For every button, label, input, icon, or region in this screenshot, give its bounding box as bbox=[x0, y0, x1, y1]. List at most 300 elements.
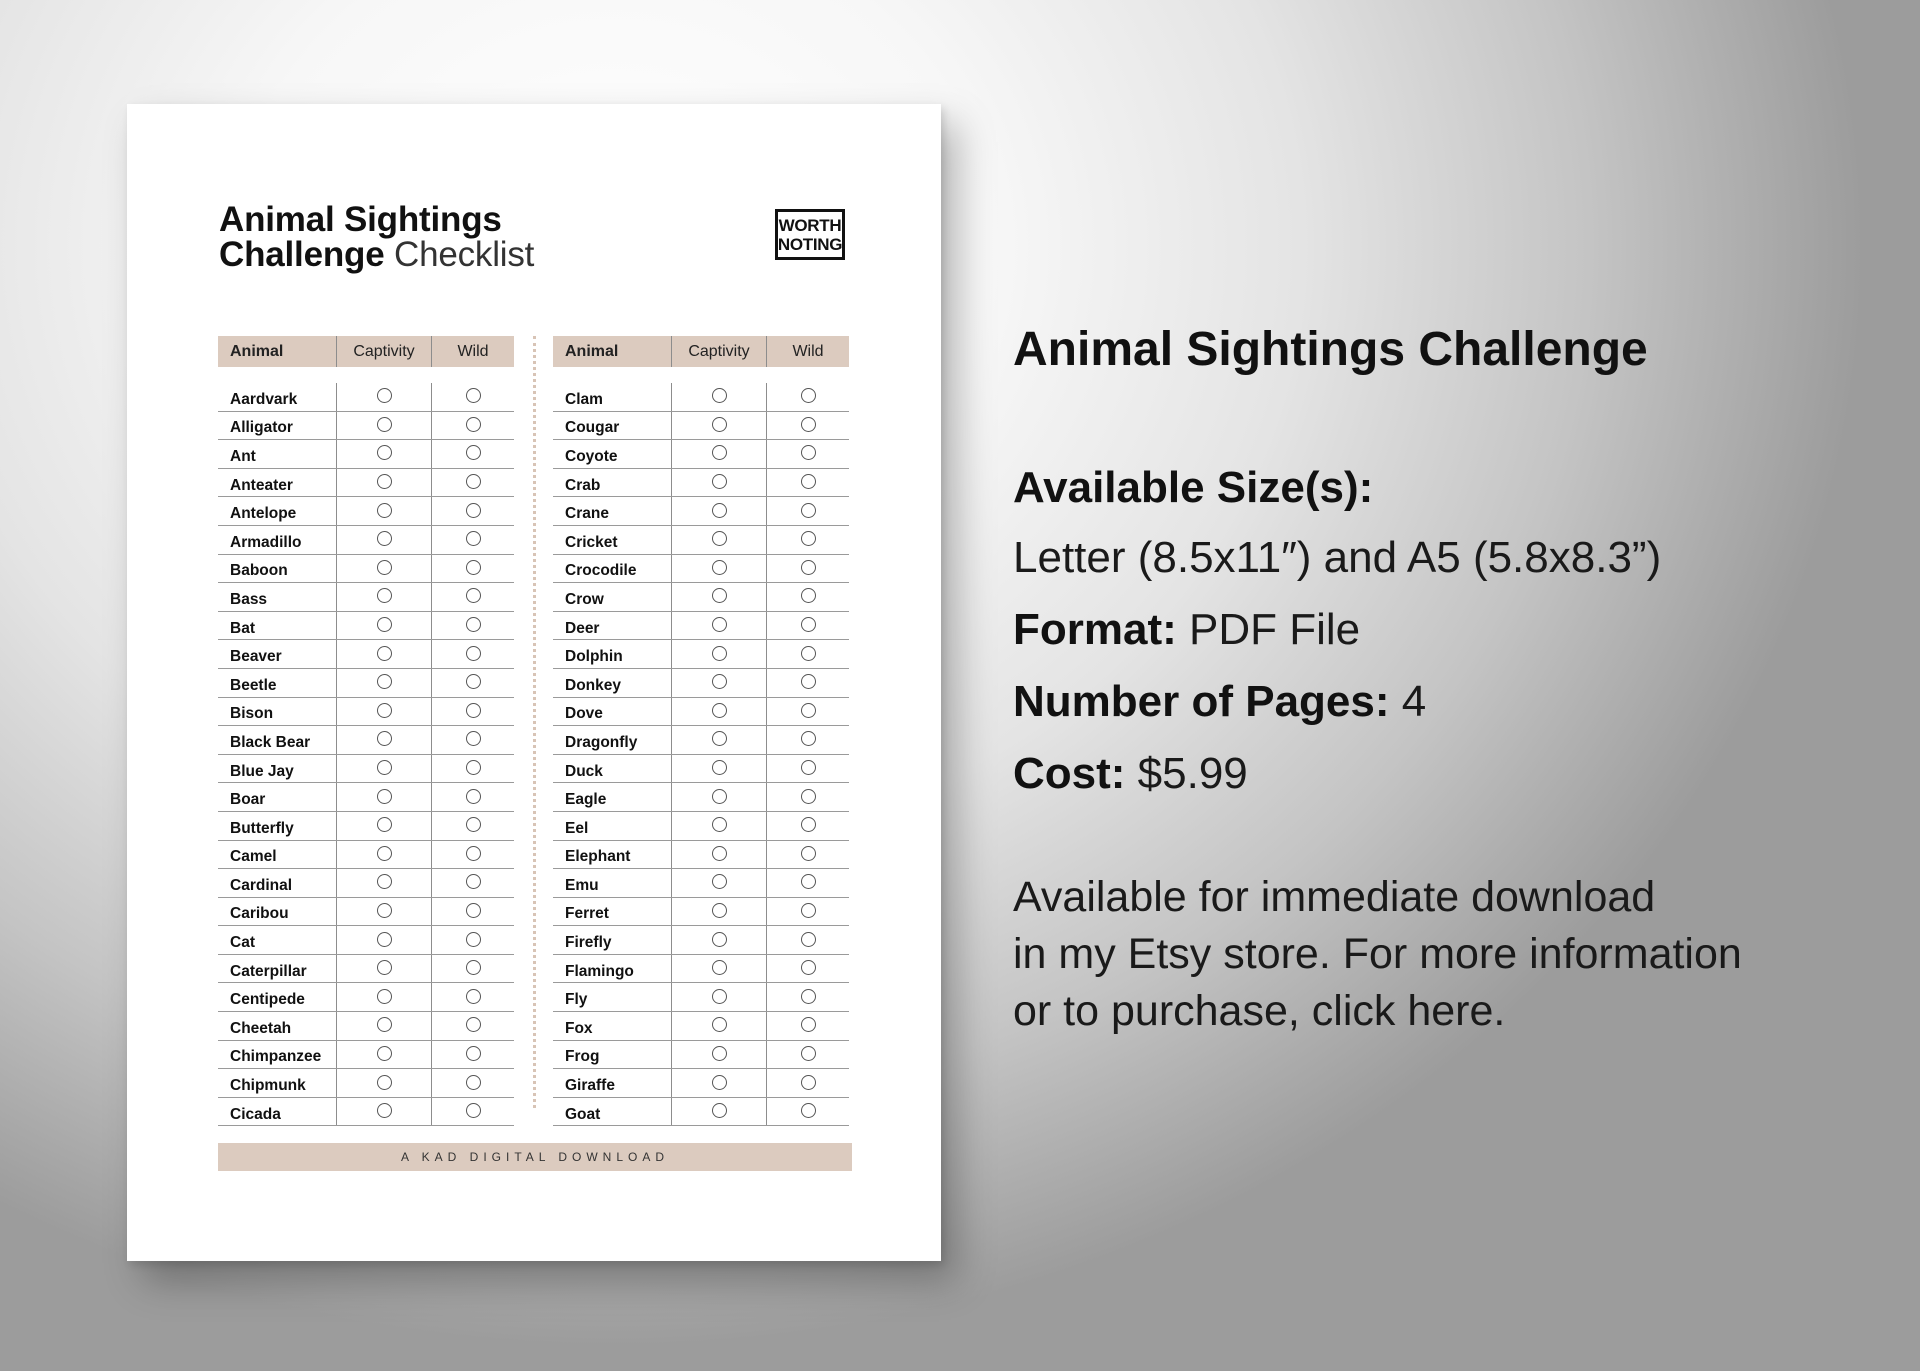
animal-name: Crow bbox=[565, 590, 604, 608]
captivity-checkbox[interactable] bbox=[712, 445, 727, 460]
wild-checkbox[interactable] bbox=[801, 531, 816, 546]
captivity-checkbox[interactable] bbox=[712, 760, 727, 775]
captivity-cell bbox=[671, 412, 766, 440]
captivity-checkbox[interactable] bbox=[377, 932, 392, 947]
wild-cell bbox=[431, 755, 514, 783]
table-row bbox=[218, 783, 514, 812]
captivity-cell bbox=[671, 1041, 766, 1069]
captivity-checkbox[interactable] bbox=[712, 817, 727, 832]
table-row bbox=[218, 812, 514, 841]
product-title: Animal Sightings Challenge bbox=[1013, 323, 1648, 376]
animal-name: Beaver bbox=[230, 648, 282, 666]
animal-name: Clam bbox=[565, 390, 603, 408]
wild-checkbox[interactable] bbox=[466, 989, 481, 1004]
captivity-cell bbox=[671, 612, 766, 640]
wild-cell bbox=[431, 640, 514, 668]
captivity-cell bbox=[336, 783, 431, 811]
table-row bbox=[218, 926, 514, 955]
wild-cell bbox=[431, 440, 514, 468]
table-row bbox=[553, 1069, 849, 1098]
captivity-checkbox[interactable] bbox=[712, 560, 727, 575]
table-header bbox=[218, 336, 514, 367]
captivity-cell bbox=[336, 812, 431, 840]
wild-cell bbox=[431, 1012, 514, 1040]
wild-checkbox[interactable] bbox=[801, 646, 816, 661]
wild-checkbox[interactable] bbox=[466, 703, 481, 718]
wild-checkbox[interactable] bbox=[466, 817, 481, 832]
captivity-cell bbox=[671, 812, 766, 840]
pages-line bbox=[1013, 677, 1893, 727]
animal-name: Goat bbox=[565, 1105, 601, 1123]
wild-cell bbox=[766, 726, 849, 754]
animal-name: Eagle bbox=[565, 791, 607, 809]
animal-name: Cheetah bbox=[230, 1019, 292, 1037]
table-row bbox=[553, 983, 849, 1012]
captivity-cell bbox=[671, 526, 766, 554]
pages-label: Number of Pages: bbox=[1013, 677, 1390, 726]
animal-name: Butterfly bbox=[230, 819, 294, 837]
animal-name: Camel bbox=[230, 848, 277, 866]
table-row bbox=[218, 526, 514, 555]
captivity-checkbox[interactable] bbox=[377, 846, 392, 861]
wild-checkbox[interactable] bbox=[466, 932, 481, 947]
captivity-cell bbox=[671, 898, 766, 926]
captivity-checkbox[interactable] bbox=[377, 674, 392, 689]
captivity-checkbox[interactable] bbox=[712, 989, 727, 1004]
captivity-cell bbox=[671, 583, 766, 611]
captivity-checkbox[interactable] bbox=[712, 388, 727, 403]
captivity-checkbox[interactable] bbox=[712, 617, 727, 632]
animal-name: Cat bbox=[230, 934, 255, 952]
animal-name: Cardinal bbox=[230, 876, 293, 894]
wild-checkbox[interactable] bbox=[801, 1017, 816, 1032]
captivity-cell bbox=[336, 640, 431, 668]
table-row bbox=[218, 583, 514, 612]
wild-cell bbox=[431, 526, 514, 554]
table-row bbox=[553, 412, 849, 441]
captivity-checkbox[interactable] bbox=[377, 817, 392, 832]
wild-cell bbox=[766, 1098, 849, 1126]
animal-name: Cricket bbox=[565, 533, 618, 551]
captivity-cell bbox=[336, 1012, 431, 1040]
wild-checkbox[interactable] bbox=[466, 731, 481, 746]
checklist-sheet bbox=[127, 104, 941, 1261]
captivity-checkbox[interactable] bbox=[712, 503, 727, 518]
table-body-right bbox=[553, 367, 849, 1126]
logo-line2: NOTING bbox=[777, 234, 843, 254]
table-row bbox=[218, 955, 514, 984]
animal-name: Armadillo bbox=[230, 533, 302, 551]
wild-checkbox[interactable] bbox=[801, 903, 816, 918]
format-value: PDF File bbox=[1189, 605, 1361, 654]
table-row bbox=[553, 955, 849, 984]
wild-checkbox[interactable] bbox=[801, 760, 816, 775]
captivity-checkbox[interactable] bbox=[712, 846, 727, 861]
captivity-checkbox[interactable] bbox=[712, 1046, 727, 1061]
wild-checkbox[interactable] bbox=[466, 531, 481, 546]
captivity-cell bbox=[336, 1098, 431, 1126]
wild-checkbox[interactable] bbox=[466, 903, 481, 918]
captivity-cell bbox=[671, 555, 766, 583]
animal-name: Bison bbox=[230, 705, 274, 723]
table-row bbox=[553, 440, 849, 469]
table-row bbox=[218, 869, 514, 898]
table-row bbox=[553, 526, 849, 555]
animal-name: Duck bbox=[565, 762, 603, 780]
wild-cell bbox=[431, 983, 514, 1011]
table-row bbox=[553, 783, 849, 812]
wild-cell bbox=[766, 755, 849, 783]
captivity-checkbox[interactable] bbox=[377, 588, 392, 603]
animal-name: Dragonfly bbox=[565, 733, 638, 751]
captivity-cell bbox=[671, 841, 766, 869]
col-header-animal: Animal bbox=[565, 342, 619, 360]
purchase-description bbox=[1013, 869, 1893, 1040]
wild-cell bbox=[431, 898, 514, 926]
table-row bbox=[553, 926, 849, 955]
checklist-table-right bbox=[553, 336, 849, 1126]
table-row bbox=[553, 497, 849, 526]
captivity-checkbox[interactable] bbox=[377, 789, 392, 804]
wild-checkbox[interactable] bbox=[801, 817, 816, 832]
captivity-checkbox[interactable] bbox=[377, 1046, 392, 1061]
sheet-footer: A KAD DIGITAL DOWNLOAD bbox=[218, 1143, 852, 1171]
table-row bbox=[553, 1012, 849, 1041]
product-info bbox=[1013, 322, 1893, 1040]
wild-checkbox[interactable] bbox=[801, 1103, 816, 1118]
wild-cell bbox=[766, 898, 849, 926]
captivity-cell bbox=[671, 726, 766, 754]
table-row bbox=[553, 383, 849, 412]
table-row bbox=[218, 755, 514, 784]
wild-cell bbox=[431, 812, 514, 840]
sheet-title-bold: Challenge bbox=[219, 235, 385, 274]
wild-cell bbox=[766, 869, 849, 897]
captivity-checkbox[interactable] bbox=[377, 445, 392, 460]
animal-name: Cicada bbox=[230, 1105, 281, 1123]
captivity-checkbox[interactable] bbox=[377, 760, 392, 775]
wild-cell bbox=[766, 783, 849, 811]
wild-checkbox[interactable] bbox=[466, 846, 481, 861]
captivity-checkbox[interactable] bbox=[377, 646, 392, 661]
wild-checkbox[interactable] bbox=[466, 560, 481, 575]
animal-name: Fly bbox=[565, 991, 588, 1009]
captivity-checkbox[interactable] bbox=[377, 531, 392, 546]
captivity-cell bbox=[671, 755, 766, 783]
wild-cell bbox=[766, 955, 849, 983]
animal-name: Baboon bbox=[230, 562, 288, 580]
wild-checkbox[interactable] bbox=[466, 960, 481, 975]
captivity-checkbox[interactable] bbox=[712, 1075, 727, 1090]
wild-cell bbox=[431, 955, 514, 983]
captivity-checkbox[interactable] bbox=[377, 417, 392, 432]
wild-cell bbox=[766, 412, 849, 440]
captivity-checkbox[interactable] bbox=[377, 1103, 392, 1118]
wild-checkbox[interactable] bbox=[801, 874, 816, 889]
wild-cell bbox=[766, 440, 849, 468]
animal-name: Centipede bbox=[230, 991, 305, 1009]
animal-name: Donkey bbox=[565, 676, 621, 694]
table-row bbox=[218, 726, 514, 755]
wild-checkbox[interactable] bbox=[801, 1075, 816, 1090]
wild-cell bbox=[431, 497, 514, 525]
captivity-checkbox[interactable] bbox=[712, 646, 727, 661]
col-header-animal: Animal bbox=[230, 342, 284, 360]
wild-checkbox[interactable] bbox=[466, 1046, 481, 1061]
wild-cell bbox=[766, 526, 849, 554]
captivity-checkbox[interactable] bbox=[377, 989, 392, 1004]
wild-checkbox[interactable] bbox=[466, 789, 481, 804]
wild-checkbox[interactable] bbox=[466, 674, 481, 689]
captivity-checkbox[interactable] bbox=[377, 503, 392, 518]
col-header-captivity: Captivity bbox=[336, 336, 431, 367]
sheet-title-line1: Animal Sightings bbox=[219, 200, 502, 239]
wild-checkbox[interactable] bbox=[466, 588, 481, 603]
captivity-checkbox[interactable] bbox=[377, 874, 392, 889]
table-row bbox=[218, 898, 514, 927]
table-row bbox=[553, 698, 849, 727]
logo-line1: WORTH bbox=[778, 215, 842, 235]
captivity-checkbox[interactable] bbox=[377, 474, 392, 489]
wild-checkbox[interactable] bbox=[801, 960, 816, 975]
wild-checkbox[interactable] bbox=[801, 503, 816, 518]
captivity-cell bbox=[671, 698, 766, 726]
captivity-cell bbox=[671, 955, 766, 983]
wild-checkbox[interactable] bbox=[801, 417, 816, 432]
table-row bbox=[553, 812, 849, 841]
table-row bbox=[553, 841, 849, 870]
animal-name: Chimpanzee bbox=[230, 1048, 322, 1066]
captivity-cell bbox=[336, 526, 431, 554]
wild-checkbox[interactable] bbox=[466, 417, 481, 432]
captivity-cell bbox=[671, 869, 766, 897]
wild-checkbox[interactable] bbox=[466, 445, 481, 460]
animal-name: Caribou bbox=[230, 905, 289, 923]
captivity-checkbox[interactable] bbox=[377, 731, 392, 746]
sizes-value: Letter (8.5x11″) and A5 (5.8x8.3”) bbox=[1013, 533, 1662, 582]
captivity-checkbox[interactable] bbox=[712, 674, 727, 689]
captivity-cell bbox=[671, 469, 766, 497]
table-row bbox=[553, 612, 849, 641]
table-row bbox=[218, 698, 514, 727]
captivity-cell bbox=[336, 669, 431, 697]
col-header-wild: Wild bbox=[766, 336, 849, 367]
animal-name: Eel bbox=[565, 819, 589, 837]
captivity-checkbox[interactable] bbox=[377, 960, 392, 975]
captivity-cell bbox=[336, 983, 431, 1011]
wild-checkbox[interactable] bbox=[801, 445, 816, 460]
wild-cell bbox=[766, 1069, 849, 1097]
animal-name: Antelope bbox=[230, 505, 297, 523]
wild-checkbox[interactable] bbox=[801, 789, 816, 804]
format-line bbox=[1013, 605, 1893, 655]
animal-name: Anteater bbox=[230, 476, 293, 494]
wild-cell bbox=[766, 555, 849, 583]
captivity-checkbox[interactable] bbox=[377, 1075, 392, 1090]
wild-checkbox[interactable] bbox=[801, 846, 816, 861]
wild-checkbox[interactable] bbox=[466, 1017, 481, 1032]
animal-name: Boar bbox=[230, 791, 266, 809]
table-row bbox=[553, 669, 849, 698]
wild-cell bbox=[766, 469, 849, 497]
captivity-checkbox[interactable] bbox=[377, 903, 392, 918]
captivity-cell bbox=[336, 612, 431, 640]
wild-checkbox[interactable] bbox=[801, 474, 816, 489]
wild-cell bbox=[431, 1098, 514, 1126]
wild-checkbox[interactable] bbox=[466, 760, 481, 775]
table-row bbox=[218, 1041, 514, 1070]
wild-cell bbox=[431, 726, 514, 754]
wild-checkbox[interactable] bbox=[466, 874, 481, 889]
wild-checkbox[interactable] bbox=[466, 1075, 481, 1090]
animal-name: Crocodile bbox=[565, 562, 637, 580]
checklist-table-left bbox=[218, 336, 514, 1126]
animal-name: Flamingo bbox=[565, 962, 634, 980]
captivity-checkbox[interactable] bbox=[712, 531, 727, 546]
captivity-checkbox[interactable] bbox=[377, 703, 392, 718]
sizes-label: Available Size(s): bbox=[1013, 463, 1374, 512]
animal-name: Coyote bbox=[565, 447, 618, 465]
table-row bbox=[218, 612, 514, 641]
captivity-checkbox[interactable] bbox=[377, 617, 392, 632]
captivity-cell bbox=[671, 640, 766, 668]
wild-cell bbox=[766, 926, 849, 954]
animal-name: Black Bear bbox=[230, 733, 311, 751]
wild-cell bbox=[766, 1041, 849, 1069]
animal-name: Beetle bbox=[230, 676, 277, 694]
captivity-cell bbox=[336, 412, 431, 440]
table-row bbox=[553, 755, 849, 784]
captivity-cell bbox=[671, 497, 766, 525]
captivity-checkbox[interactable] bbox=[712, 417, 727, 432]
captivity-cell bbox=[671, 1069, 766, 1097]
table-row bbox=[553, 583, 849, 612]
wild-checkbox[interactable] bbox=[801, 674, 816, 689]
table-row bbox=[218, 669, 514, 698]
animal-name: Giraffe bbox=[565, 1077, 615, 1095]
captivity-cell bbox=[336, 898, 431, 926]
captivity-cell bbox=[671, 783, 766, 811]
captivity-cell bbox=[336, 841, 431, 869]
table-row bbox=[553, 469, 849, 498]
wild-checkbox[interactable] bbox=[801, 731, 816, 746]
captivity-cell bbox=[671, 926, 766, 954]
wild-checkbox[interactable] bbox=[801, 703, 816, 718]
captivity-cell bbox=[336, 869, 431, 897]
captivity-checkbox[interactable] bbox=[712, 703, 727, 718]
animal-name: Crab bbox=[565, 476, 601, 494]
cost-line bbox=[1013, 749, 1893, 799]
wild-cell bbox=[431, 669, 514, 697]
table-row bbox=[553, 640, 849, 669]
wild-checkbox[interactable] bbox=[801, 560, 816, 575]
wild-cell bbox=[766, 1012, 849, 1040]
captivity-cell bbox=[671, 983, 766, 1011]
wild-cell bbox=[431, 841, 514, 869]
captivity-checkbox[interactable] bbox=[712, 932, 727, 947]
captivity-cell bbox=[671, 1098, 766, 1126]
wild-checkbox[interactable] bbox=[801, 588, 816, 603]
wild-checkbox[interactable] bbox=[466, 1103, 481, 1118]
animal-name: Cougar bbox=[565, 419, 620, 437]
animal-name: Emu bbox=[565, 876, 599, 894]
captivity-checkbox[interactable] bbox=[377, 1017, 392, 1032]
table-row bbox=[218, 1069, 514, 1098]
wild-checkbox[interactable] bbox=[466, 474, 481, 489]
wild-checkbox[interactable] bbox=[801, 617, 816, 632]
wild-cell bbox=[766, 612, 849, 640]
wild-cell bbox=[431, 412, 514, 440]
wild-cell bbox=[766, 841, 849, 869]
animal-name: Elephant bbox=[565, 848, 631, 866]
animal-name: Bat bbox=[230, 619, 255, 637]
wild-cell bbox=[431, 869, 514, 897]
wild-cell bbox=[766, 497, 849, 525]
table-body-left bbox=[218, 367, 514, 1126]
wild-checkbox[interactable] bbox=[801, 1046, 816, 1061]
column-divider bbox=[533, 336, 536, 1108]
wild-cell bbox=[766, 640, 849, 668]
wild-cell bbox=[431, 698, 514, 726]
cost-label: Cost: bbox=[1013, 749, 1126, 798]
captivity-checkbox[interactable] bbox=[712, 903, 727, 918]
wild-checkbox[interactable] bbox=[801, 989, 816, 1004]
wild-cell bbox=[431, 583, 514, 611]
captivity-cell bbox=[336, 726, 431, 754]
cost-value: $5.99 bbox=[1137, 749, 1248, 798]
wild-cell bbox=[431, 612, 514, 640]
captivity-checkbox[interactable] bbox=[712, 1103, 727, 1118]
captivity-checkbox[interactable] bbox=[712, 731, 727, 746]
wild-checkbox[interactable] bbox=[466, 503, 481, 518]
wild-cell bbox=[431, 383, 514, 411]
captivity-checkbox[interactable] bbox=[712, 588, 727, 603]
wild-cell bbox=[431, 1069, 514, 1097]
captivity-checkbox[interactable] bbox=[377, 560, 392, 575]
wild-cell bbox=[766, 583, 849, 611]
wild-checkbox[interactable] bbox=[466, 646, 481, 661]
wild-checkbox[interactable] bbox=[801, 388, 816, 403]
captivity-checkbox[interactable] bbox=[712, 960, 727, 975]
col-header-captivity: Captivity bbox=[671, 336, 766, 367]
captivity-cell bbox=[336, 383, 431, 411]
animal-name: Ant bbox=[230, 447, 256, 465]
animal-name: Dove bbox=[565, 705, 603, 723]
animal-name: Frog bbox=[565, 1048, 600, 1066]
captivity-checkbox[interactable] bbox=[377, 388, 392, 403]
captivity-checkbox[interactable] bbox=[712, 874, 727, 889]
worth-noting-logo bbox=[775, 209, 845, 260]
animal-name: Chipmunk bbox=[230, 1077, 306, 1095]
captivity-checkbox[interactable] bbox=[712, 789, 727, 804]
captivity-checkbox[interactable] bbox=[712, 474, 727, 489]
wild-checkbox[interactable] bbox=[801, 932, 816, 947]
wild-cell bbox=[766, 812, 849, 840]
animal-name: Dolphin bbox=[565, 648, 623, 666]
captivity-cell bbox=[671, 669, 766, 697]
captivity-checkbox[interactable] bbox=[712, 1017, 727, 1032]
wild-cell bbox=[766, 669, 849, 697]
wild-cell bbox=[431, 1041, 514, 1069]
wild-checkbox[interactable] bbox=[466, 388, 481, 403]
table-row bbox=[553, 555, 849, 584]
table-row bbox=[553, 898, 849, 927]
animal-name: Ferret bbox=[565, 905, 609, 923]
wild-checkbox[interactable] bbox=[466, 617, 481, 632]
wild-cell bbox=[766, 983, 849, 1011]
captivity-cell bbox=[336, 583, 431, 611]
wild-cell bbox=[766, 698, 849, 726]
